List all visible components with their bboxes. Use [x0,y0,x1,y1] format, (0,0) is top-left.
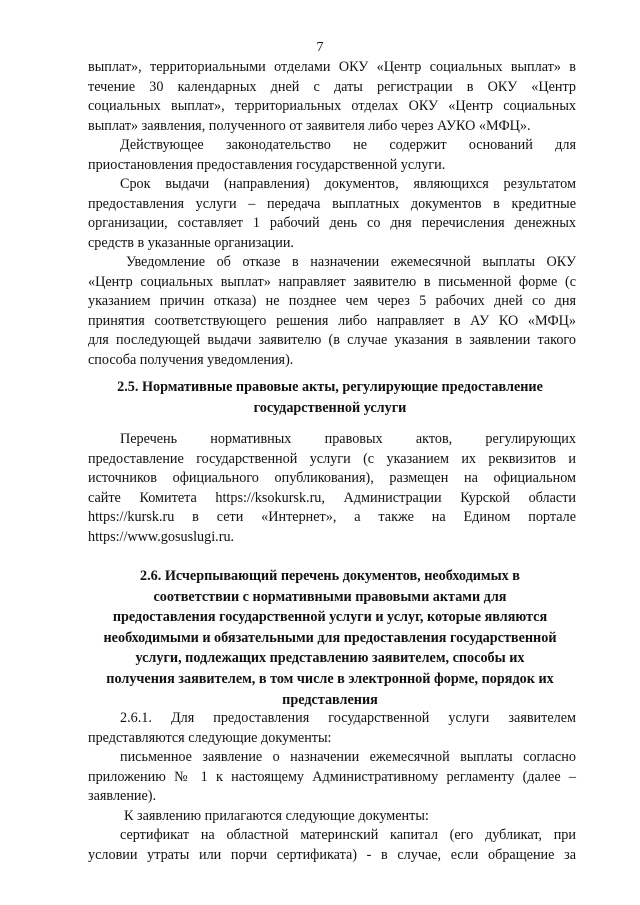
heading-line: получения заявителем, в том числе в электронной форме, порядок их [106,670,554,687]
text-line: выплат», территориальными отделами ОКУ «Центр социальных выплат» в [88,59,576,75]
text-line: сертификат на областной материнский капитал (его дубликат, при [120,827,576,843]
paragraph-legal-acts [88,430,576,547]
text-line: https://www.gosuslugi.ru. [88,528,235,545]
text-line: предоставление государственной услуги (с указанием их реквизитов и [88,450,576,467]
heading-line: необходимыми и обязательными для предоставления государственной [103,629,557,646]
paragraph-refusal-notice [88,253,576,370]
heading-line: соответствии с нормативными правовыми актами для [153,588,507,605]
paragraph-required-documents [88,709,576,865]
text-line: представляются следующие документы: [88,729,332,746]
paragraph-registration-term [88,58,576,175]
page-number: 7 [316,40,324,55]
text-line: условии утраты или порчи сертификата) - в случае, если обращение за [88,846,576,863]
text-line: социальных выплат», территориальных отделах ОКУ «Центр социальных [88,98,576,114]
text-line: течение 30 календарных дней с даты регистрации в ОКУ «Центр [88,78,576,95]
heading-line: представления [282,691,378,708]
text-line: принятия соответствующего решения либо направляет в АУ КО «МФЦ» [88,312,576,329]
text-line: предоставления услуги – передача выплатных документов в кредитные [88,195,576,212]
text-line: Срок выдачи (направления) документов, являющихся результатом [120,176,576,192]
heading-line: услуги, подлежащих представлению заявителем, способы их [135,650,525,667]
text-line: источников официального опубликования), размещен на официальном [88,470,576,486]
section-heading-2-5 [80,377,580,418]
text-line: письменное заявление о назначении ежемесячной выплаты согласно [120,749,576,765]
text-line: средств в указанные организации. [88,234,294,251]
text-line: заявление). [88,788,157,804]
text-line: сайте Комитета https://ksokursk.ru, Администрации Курской области [88,489,576,506]
text-line: «Центр социальных выплат» направляет заявителю в письменной форме (с [88,273,576,290]
text-line: К заявлению прилагаются следующие документы: [124,807,429,824]
heading-line: предоставления государственной услуги и услуг, которые являются [112,609,548,626]
heading-line: 2.5. Нормативные правовые акты, регулирующие предоставление [117,379,543,395]
text-line: способа получения уведомления). [88,351,294,368]
text-line: Перечень нормативных правовых актов, регулирующих [120,431,576,447]
text-line: приложению № 1 к настоящему Административному регламенту (далее – [88,768,576,785]
text-line: Уведомление об отказе в назначении ежемесячной выплаты ОКУ [126,254,576,270]
heading-line: государственной услуги [253,399,407,416]
heading-line: 2.6. Исчерпывающий перечень документов, необходимых в [140,568,520,584]
text-line: приостановления предоставления государственной услуги. [88,156,446,173]
text-line: 2.6.1. Для предоставления государственной услуги заявителем [120,710,576,726]
paragraph-issuance-term [88,175,576,253]
text-line: организации, составляет 1 рабочий день со дня перечисления денежных [88,215,576,231]
text-line: https://kursk.ru в сети «Интернет», а также на Едином портале [88,509,576,525]
section-heading-2-6 [80,566,580,710]
text-line: для последующей выдачи заявителю (в случае указания в заявлении такого [88,332,576,348]
text-line: указанием причин отказа) не позднее чем через 5 рабочих дней со дня [88,293,576,309]
text-line: выплат» заявления, полученного от заявителя либо через АУКО «МФЦ». [88,117,531,134]
text-line: Действующее законодательство не содержит оснований для [120,137,576,153]
